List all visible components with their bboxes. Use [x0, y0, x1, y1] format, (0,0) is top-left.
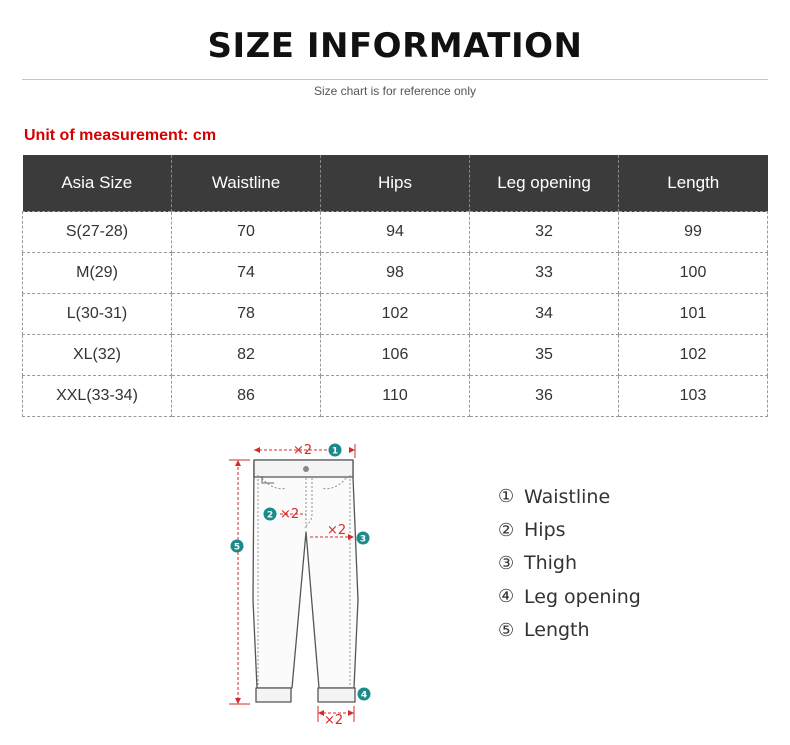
legend-label: Waistline: [524, 485, 611, 508]
table-cell: 102: [321, 294, 470, 335]
table-row: [23, 376, 768, 417]
legend-number: ③: [498, 552, 515, 574]
title-divider: [22, 79, 768, 80]
marker-3-label: 3: [359, 534, 367, 545]
legend-item-length: [498, 614, 641, 647]
table-cell: M(29): [23, 253, 172, 294]
table-cell: 110: [321, 376, 470, 417]
multiplier-label: ×2: [324, 713, 344, 728]
table-cell: L(30-31): [23, 294, 172, 335]
legend-label: Leg opening: [524, 585, 641, 608]
table-cell: 106: [321, 335, 470, 376]
table-cell: 101: [619, 294, 768, 335]
column-header: Asia Size: [23, 155, 172, 212]
marker-2-label: 2: [266, 510, 274, 521]
page-title: SIZE INFORMATION: [207, 26, 583, 66]
legend-item-waistline: [498, 480, 641, 513]
reference-note: Size chart is for reference only: [313, 84, 477, 98]
column-header: Hips: [321, 155, 470, 212]
legend-number: ①: [498, 486, 515, 508]
table-row: [23, 253, 768, 294]
legend-label: Hips: [524, 519, 566, 542]
measurement-legend: [498, 480, 641, 647]
table-row: [23, 212, 768, 253]
size-table: [22, 155, 768, 417]
table-cell: S(27-28): [23, 212, 172, 253]
unit-note: Unit of measurement: cm: [24, 127, 217, 144]
table-cell: 99: [619, 212, 768, 253]
legend-number: ⑤: [498, 619, 515, 641]
table-cell: 36: [470, 376, 619, 417]
legend-number: ④: [498, 586, 515, 608]
button-icon: [303, 466, 309, 472]
table-cell: 82: [172, 335, 321, 376]
multiplier-label: ×2: [327, 523, 347, 538]
table-row: [23, 294, 768, 335]
table-cell: 94: [321, 212, 470, 253]
table-cell: XL(32): [23, 335, 172, 376]
multiplier-label: ×2: [293, 443, 313, 458]
table-cell: 78: [172, 294, 321, 335]
table-cell: 102: [619, 335, 768, 376]
marker-5-label: 5: [233, 542, 241, 553]
column-header: Leg opening: [470, 155, 619, 212]
table-cell: 32: [470, 212, 619, 253]
table-cell: 34: [470, 294, 619, 335]
legend-item-leg-opening: [498, 580, 641, 613]
pants-outline-icon: [253, 460, 358, 702]
legend-number: ②: [498, 519, 515, 541]
table-cell: 70: [172, 212, 321, 253]
table-cell: 98: [321, 253, 470, 294]
table-cell: 103: [619, 376, 768, 417]
marker-4-label: 4: [360, 690, 368, 701]
column-header: Waistline: [172, 155, 321, 212]
multiplier-label: ×2: [280, 507, 300, 522]
legend-label: Length: [524, 619, 590, 642]
column-header: Length: [619, 155, 768, 212]
table-cell: 100: [619, 253, 768, 294]
pants-measurement-diagram: [222, 440, 392, 740]
table-cell: 74: [172, 253, 321, 294]
table-cell: 33: [470, 253, 619, 294]
table-row: [23, 335, 768, 376]
legend-label: Thigh: [524, 552, 578, 575]
table-header-row: [23, 155, 768, 212]
table-cell: 86: [172, 376, 321, 417]
table-cell: 35: [470, 335, 619, 376]
legend-item-hips: [498, 513, 641, 546]
marker-1-label: 1: [331, 446, 339, 457]
legend-item-thigh: [498, 547, 641, 580]
table-cell: XXL(33-34): [23, 376, 172, 417]
